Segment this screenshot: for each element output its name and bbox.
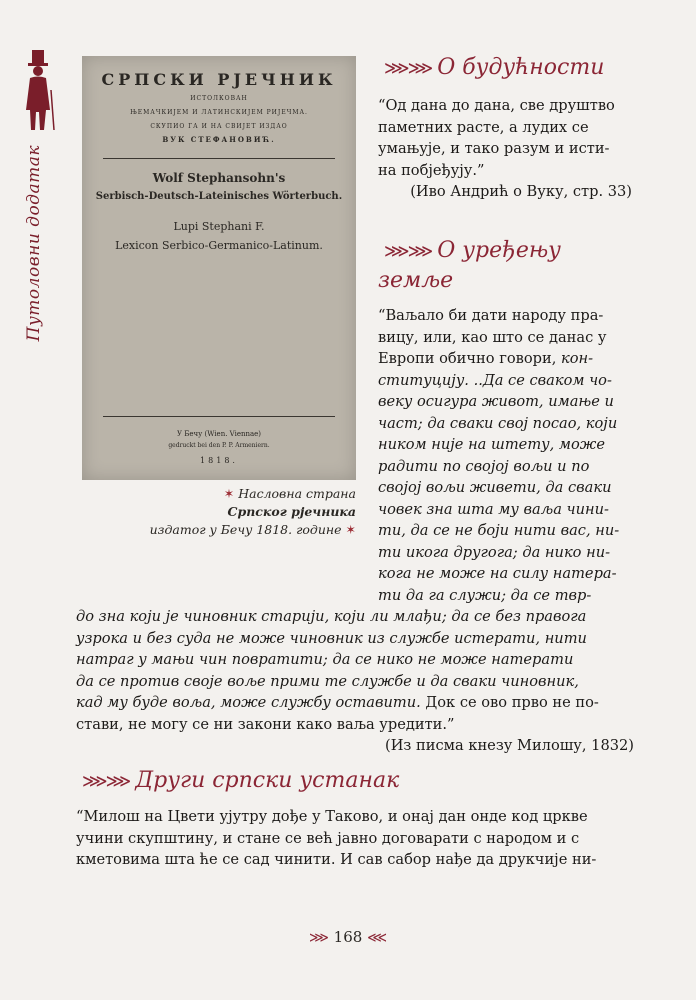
cover-year: 1818.: [200, 456, 238, 465]
cover-subtitle-2: ЊЕМАЧКИЈЕМ И ЛАТИНСКИЈЕМ РИЈЕЧМА.: [130, 109, 308, 116]
cover-subtitle-1: ИСТОЛКОВАН: [190, 95, 248, 102]
top-hat-figure-icon: [20, 50, 58, 132]
section-heading-order: ⋙⋙ О уређењу: [384, 238, 561, 263]
cover-rule-bottom: [103, 416, 335, 417]
quote-future: “Од дана до дана, све друштво паметних расте, а лудих се умањује, и тако разум и исти- на побјеђују.” (Иво Андрић о Вуку, стр. 33): [378, 95, 632, 203]
sidebar: [0, 0, 62, 1000]
cover-printer: gedruckt bei den P. P. Armeniern.: [168, 442, 270, 449]
leaf-ornament-icon: ⋙: [308, 930, 329, 946]
page-number: ⋙ 168 ⋘: [308, 928, 388, 946]
cover-author: ВУК СТЕФАНОВИЋ.: [162, 135, 276, 144]
cover-rule: [103, 158, 335, 159]
section-title-vertical: Путоловни додатак: [24, 145, 44, 342]
caption-line-1: ✶ Насловна страна: [223, 486, 356, 501]
cover-place: У Бечу (Wien. Viennae): [176, 430, 262, 438]
star-icon: ✶: [345, 522, 356, 537]
quote-order-right-column: “Ваљало би дати народу пра- вицу, или, као што се данас у Европи обично говори, кон- ституцију. ..Да се сваком чо- веку осигура живот, имање и част; да сваки свој посао, који ником није на штету, може радити по својој вољи и по својој вољи живети, да сваки човек зна шта му ваља чини- ти, да се не боји нити вас, ни- ти икога другога; да нико ни- кога не може на силу натера- ти да га служи; да се твр-: [378, 307, 620, 604]
cover-title: СРПСКИ РЈЕЧНИК: [101, 70, 337, 89]
quote-order-full-width: до зна који је чиновник старији, који ли млађи; да се без правога узрока и без суда не може чиновник из службе истерати, нити натраг у мањи чин повратити; да се нико не може натерати да се против своје воље прими те службе и да сваки чиновник, кад му буде воља, може службу оставити. Док се ово прво не по- стави, не могу се ни закони како ваља уредити.” (Из писма кнезу Милошу, 1832): [76, 606, 634, 757]
book-cover-image: [82, 56, 356, 480]
leaf-ornament-icon: ⋘: [367, 930, 388, 946]
section-heading-future: ⋙⋙ О будућности: [384, 55, 605, 80]
cover-latin-1: Lupi Stephani F.: [173, 220, 265, 233]
cover-german-1: Wolf Stephansohn's: [152, 171, 286, 185]
section-heading-uprising: ⋙⋙ Други српски устанак: [82, 768, 400, 793]
star-icon: ✶: [223, 486, 235, 501]
quote-source: (Из писма кнезу Милошу, 1832): [385, 737, 634, 754]
cover-german-2: Serbisch-Deutsch-Lateinisches Wörterbuch.: [95, 191, 343, 202]
leaf-ornament-icon: ⋙⋙: [384, 241, 432, 262]
leaf-ornament-icon: ⋙⋙: [384, 58, 432, 79]
caption-line-2: Српског рјечника: [227, 504, 356, 519]
quote-uprising: “Милош на Цвети ујутру дође у Таково, и онај дан онде код цркве учини скупштину, и стане се већ јавно договарати с народом и с кметовима шта ће се сад чинити. И сав сабор нађе да друкчије ни-: [76, 808, 597, 868]
section-heading-order-2: земље: [378, 268, 454, 293]
leaf-ornament-icon: ⋙⋙: [82, 771, 130, 792]
quote-source: (Иво Андрић о Вуку, стр. 33): [410, 183, 632, 200]
caption-line-3: издатог у Бечу 1818. године ✶: [149, 522, 356, 537]
cover-subtitle-3: СКУПИО ГА И НА СВИЈЕТ ИЗДАО: [150, 123, 288, 130]
cover-latin-2: Lexicon Serbico-Germanico-Latinum.: [115, 239, 323, 252]
